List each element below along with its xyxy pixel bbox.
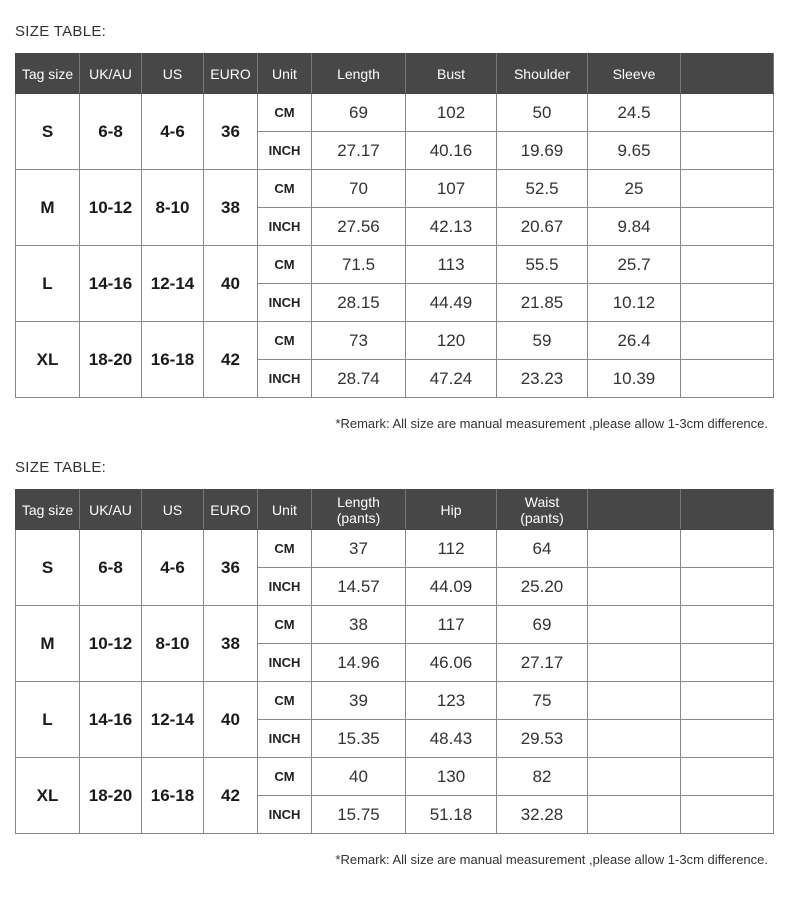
size-cell-uk: 10-12 — [80, 606, 142, 682]
measurement-cell — [681, 132, 774, 170]
size-table-1 — [15, 53, 774, 398]
size-cell-tag: M — [16, 606, 80, 682]
header-row — [16, 490, 774, 530]
size-cell-us: 8-10 — [142, 170, 204, 246]
column-header: EURO — [204, 490, 258, 530]
size-cell-us: 12-14 — [142, 682, 204, 758]
column-header: Length (pants) — [312, 490, 406, 530]
measurement-cell: 25 — [588, 170, 681, 208]
measurement-cell: 14.57 — [312, 568, 406, 606]
size-cell-uk: 14-16 — [80, 246, 142, 322]
unit-cell: INCH — [258, 360, 312, 398]
size-cell-tag: L — [16, 246, 80, 322]
unit-cell: INCH — [258, 284, 312, 322]
measurement-cell: 40 — [312, 758, 406, 796]
column-header — [681, 54, 774, 94]
size-cell-tag: S — [16, 530, 80, 606]
size-cell-euro: 36 — [204, 94, 258, 170]
measurement-cell: 20.67 — [497, 208, 588, 246]
measurement-cell: 117 — [406, 606, 497, 644]
measurement-cell — [588, 682, 681, 720]
column-header: US — [142, 490, 204, 530]
unit-cell: INCH — [258, 720, 312, 758]
measurement-cell: 64 — [497, 530, 588, 568]
measurement-cell: 73 — [312, 322, 406, 360]
column-header: Tag size — [16, 490, 80, 530]
measurement-cell: 39 — [312, 682, 406, 720]
unit-cell: CM — [258, 606, 312, 644]
size-cell-euro: 40 — [204, 682, 258, 758]
size-cell-tag: XL — [16, 322, 80, 398]
unit-cell: INCH — [258, 132, 312, 170]
column-header: US — [142, 54, 204, 94]
table-row-cm — [16, 530, 774, 568]
size-table-title-2: SIZE TABLE: — [15, 459, 107, 476]
column-header: Tag size — [16, 54, 80, 94]
measurement-cell: 27.17 — [312, 132, 406, 170]
measurement-cell: 51.18 — [406, 796, 497, 834]
measurement-cell — [681, 284, 774, 322]
measurement-cell: 70 — [312, 170, 406, 208]
measurement-cell: 82 — [497, 758, 588, 796]
size-cell-tag: XL — [16, 758, 80, 834]
table-row-cm — [16, 758, 774, 796]
measurement-cell: 27.56 — [312, 208, 406, 246]
unit-cell: INCH — [258, 208, 312, 246]
measurement-cell — [588, 530, 681, 568]
column-header: Hip — [406, 490, 497, 530]
size-cell-euro: 38 — [204, 170, 258, 246]
size-cell-uk: 14-16 — [80, 682, 142, 758]
size-cell-uk: 10-12 — [80, 170, 142, 246]
measurement-cell — [588, 720, 681, 758]
measurement-cell: 15.75 — [312, 796, 406, 834]
size-cell-us: 4-6 — [142, 530, 204, 606]
measurement-cell: 71.5 — [312, 246, 406, 284]
size-cell-euro: 40 — [204, 246, 258, 322]
size-cell-uk: 18-20 — [80, 322, 142, 398]
unit-cell: CM — [258, 246, 312, 284]
measurement-cell: 9.84 — [588, 208, 681, 246]
measurement-cell: 23.23 — [497, 360, 588, 398]
measurement-cell — [681, 246, 774, 284]
measurement-cell: 19.69 — [497, 132, 588, 170]
measurement-cell: 59 — [497, 322, 588, 360]
column-header: Unit — [258, 490, 312, 530]
size-cell-uk: 6-8 — [80, 94, 142, 170]
measurement-cell: 46.06 — [406, 644, 497, 682]
measurement-cell: 38 — [312, 606, 406, 644]
measurement-cell — [588, 758, 681, 796]
column-header: Unit — [258, 54, 312, 94]
unit-cell: CM — [258, 530, 312, 568]
unit-cell: INCH — [258, 568, 312, 606]
size-cell-us: 8-10 — [142, 606, 204, 682]
size-cell-us: 12-14 — [142, 246, 204, 322]
column-header: UK/AU — [80, 54, 142, 94]
column-header: EURO — [204, 54, 258, 94]
size-table-title-1: SIZE TABLE: — [15, 23, 107, 40]
measurement-cell — [681, 720, 774, 758]
measurement-cell — [681, 606, 774, 644]
measurement-cell: 55.5 — [497, 246, 588, 284]
unit-cell: CM — [258, 170, 312, 208]
measurement-cell — [681, 758, 774, 796]
measurement-cell: 15.35 — [312, 720, 406, 758]
measurement-cell: 28.74 — [312, 360, 406, 398]
measurement-cell — [681, 94, 774, 132]
measurement-cell: 10.12 — [588, 284, 681, 322]
measurement-cell — [681, 530, 774, 568]
measurement-cell — [681, 568, 774, 606]
size-cell-euro: 42 — [204, 758, 258, 834]
measurement-cell — [681, 360, 774, 398]
measurement-cell — [681, 644, 774, 682]
measurement-cell: 69 — [312, 94, 406, 132]
measurement-cell: 24.5 — [588, 94, 681, 132]
measurement-cell: 107 — [406, 170, 497, 208]
measurement-cell — [681, 682, 774, 720]
measurement-cell: 113 — [406, 246, 497, 284]
unit-cell: CM — [258, 322, 312, 360]
size-cell-euro: 36 — [204, 530, 258, 606]
measurement-cell: 123 — [406, 682, 497, 720]
table-row-cm — [16, 94, 774, 132]
size-cell-euro: 42 — [204, 322, 258, 398]
size-cell-us: 4-6 — [142, 94, 204, 170]
table-row-cm — [16, 322, 774, 360]
measurement-cell — [588, 796, 681, 834]
column-header: Waist (pants) — [497, 490, 588, 530]
size-cell-euro: 38 — [204, 606, 258, 682]
measurement-cell: 50 — [497, 94, 588, 132]
measurement-cell — [681, 322, 774, 360]
size-cell-tag: L — [16, 682, 80, 758]
measurement-cell — [588, 568, 681, 606]
measurement-cell: 130 — [406, 758, 497, 796]
measurement-cell: 25.20 — [497, 568, 588, 606]
measurement-cell: 42.13 — [406, 208, 497, 246]
measurement-cell — [681, 208, 774, 246]
table-row-cm — [16, 170, 774, 208]
size-cell-us: 16-18 — [142, 322, 204, 398]
size-cell-tag: M — [16, 170, 80, 246]
measurement-cell: 29.53 — [497, 720, 588, 758]
table-row-cm — [16, 606, 774, 644]
measurement-cell: 48.43 — [406, 720, 497, 758]
measurement-cell: 75 — [497, 682, 588, 720]
measurement-cell: 52.5 — [497, 170, 588, 208]
table-row-cm — [16, 246, 774, 284]
measurement-cell — [681, 796, 774, 834]
column-header — [588, 490, 681, 530]
measurement-cell: 25.7 — [588, 246, 681, 284]
column-header: Bust — [406, 54, 497, 94]
measurement-cell: 120 — [406, 322, 497, 360]
unit-cell: CM — [258, 758, 312, 796]
measurement-cell — [588, 606, 681, 644]
size-cell-us: 16-18 — [142, 758, 204, 834]
table-row-cm — [16, 682, 774, 720]
size-cell-uk: 6-8 — [80, 530, 142, 606]
measurement-cell: 44.49 — [406, 284, 497, 322]
unit-cell: CM — [258, 94, 312, 132]
measurement-cell — [681, 170, 774, 208]
header-row — [16, 54, 774, 94]
size-cell-uk: 18-20 — [80, 758, 142, 834]
measurement-cell: 32.28 — [497, 796, 588, 834]
measurement-cell: 10.39 — [588, 360, 681, 398]
unit-cell: INCH — [258, 644, 312, 682]
column-header — [681, 490, 774, 530]
column-header: Sleeve — [588, 54, 681, 94]
measurement-cell: 47.24 — [406, 360, 497, 398]
unit-cell: CM — [258, 682, 312, 720]
measurement-cell: 37 — [312, 530, 406, 568]
measurement-cell: 40.16 — [406, 132, 497, 170]
measurement-cell: 112 — [406, 530, 497, 568]
remark-text-1: *Remark: All size are manual measurement ,please allow 1-3cm difference. — [335, 416, 768, 431]
measurement-cell: 27.17 — [497, 644, 588, 682]
column-header: Length — [312, 54, 406, 94]
size-table-2 — [15, 489, 774, 834]
size-cell-tag: S — [16, 94, 80, 170]
measurement-cell — [588, 644, 681, 682]
column-header: UK/AU — [80, 490, 142, 530]
column-header: Shoulder — [497, 54, 588, 94]
remark-text-2: *Remark: All size are manual measurement ,please allow 1-3cm difference. — [335, 852, 768, 867]
measurement-cell: 9.65 — [588, 132, 681, 170]
measurement-cell: 21.85 — [497, 284, 588, 322]
measurement-cell: 28.15 — [312, 284, 406, 322]
measurement-cell: 69 — [497, 606, 588, 644]
measurement-cell: 26.4 — [588, 322, 681, 360]
measurement-cell: 44.09 — [406, 568, 497, 606]
measurement-cell: 102 — [406, 94, 497, 132]
unit-cell: INCH — [258, 796, 312, 834]
measurement-cell: 14.96 — [312, 644, 406, 682]
